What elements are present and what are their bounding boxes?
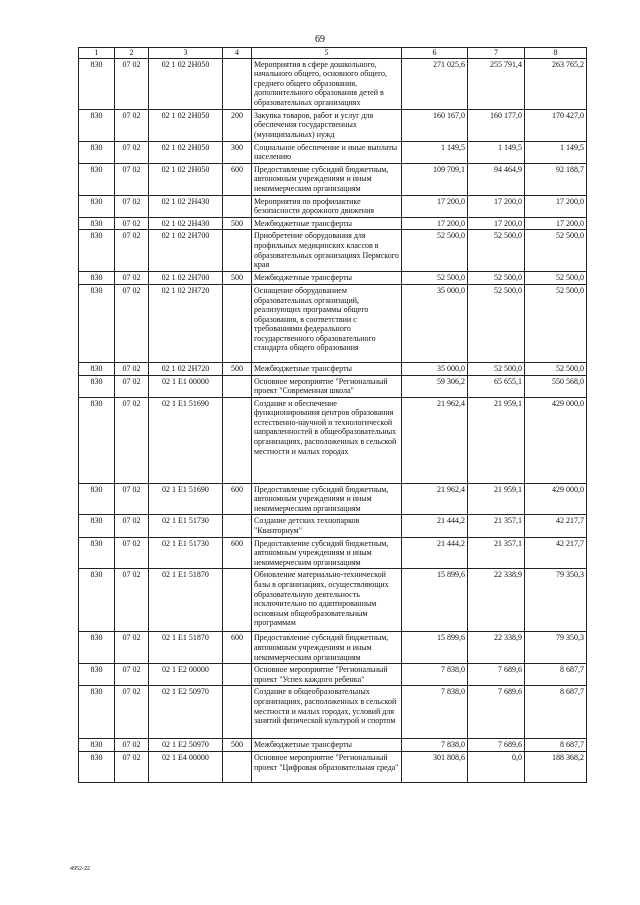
expense-type-cell: 200 bbox=[223, 109, 252, 141]
description-cell: Межбюджетные трансферты bbox=[252, 362, 402, 375]
amount-cell: 7 838,0 bbox=[402, 664, 468, 686]
grbs-cell: 830 bbox=[79, 284, 115, 362]
target-article-cell: 02 1 Е2 50970 bbox=[149, 686, 223, 739]
table-row bbox=[79, 141, 587, 163]
amount-cell: 21 444,2 bbox=[402, 515, 468, 537]
amount-cell: 1 149,5 bbox=[468, 141, 525, 163]
section-cell: 07 02 bbox=[115, 686, 149, 739]
description-cell: Создание детских технопарков "Кванториум" bbox=[252, 515, 402, 537]
target-article-cell: 02 1 Е1 51870 bbox=[149, 569, 223, 632]
amount-cell: 52 500,0 bbox=[402, 230, 468, 272]
amount-cell: 8 687,7 bbox=[525, 664, 587, 686]
table-row bbox=[79, 686, 587, 739]
amount-cell: 7 689,6 bbox=[468, 664, 525, 686]
description-cell: Приобретение оборудования для профильных медицинских классов в образовательных организациях Пермского края bbox=[252, 230, 402, 272]
description-cell: Обновление материально-технической базы в организациях, осуществляющих образовательную деятельность исключительно по адаптированным основным общеобразовательным программам bbox=[252, 569, 402, 632]
amount-cell: 160 167,0 bbox=[402, 109, 468, 141]
target-article-cell: 02 1 Е1 51870 bbox=[149, 632, 223, 664]
description-cell: Предоставление субсидий бюджетным, автономным учреждениям и иным некоммерческим организациям bbox=[252, 163, 402, 195]
grbs-cell: 830 bbox=[79, 537, 115, 569]
grbs-cell: 830 bbox=[79, 163, 115, 195]
amount-cell: 35 000,0 bbox=[402, 284, 468, 362]
expense-type-cell bbox=[223, 195, 252, 217]
section-cell: 07 02 bbox=[115, 272, 149, 285]
target-article-cell: 02 1 Е4 00000 bbox=[149, 752, 223, 783]
grbs-cell: 830 bbox=[79, 109, 115, 141]
amount-cell: 160 177,0 bbox=[468, 109, 525, 141]
expense-type-cell: 500 bbox=[223, 362, 252, 375]
amount-cell: 52 500,0 bbox=[525, 362, 587, 375]
expense-type-cell: 600 bbox=[223, 632, 252, 664]
table-row bbox=[79, 375, 587, 397]
amount-cell: 92 188,7 bbox=[525, 163, 587, 195]
target-article-cell: 02 1 02 2Н720 bbox=[149, 362, 223, 375]
section-cell: 07 02 bbox=[115, 217, 149, 230]
target-article-cell: 02 1 02 2Н720 bbox=[149, 284, 223, 362]
grbs-cell: 830 bbox=[79, 272, 115, 285]
amount-cell: 7 689,6 bbox=[468, 739, 525, 752]
table-row bbox=[79, 752, 587, 783]
table-row bbox=[79, 217, 587, 230]
header-cell: 7 bbox=[468, 48, 525, 59]
target-article-cell: 02 1 02 2Н430 bbox=[149, 195, 223, 217]
header-row bbox=[79, 48, 587, 59]
section-cell: 07 02 bbox=[115, 109, 149, 141]
amount-cell: 52 500,0 bbox=[468, 362, 525, 375]
page-number: 69 bbox=[315, 34, 325, 45]
expense-type-cell bbox=[223, 284, 252, 362]
table-row bbox=[79, 284, 587, 362]
grbs-cell: 830 bbox=[79, 375, 115, 397]
section-cell: 07 02 bbox=[115, 537, 149, 569]
amount-cell: 17 200,0 bbox=[468, 195, 525, 217]
section-cell: 07 02 bbox=[115, 362, 149, 375]
grbs-cell: 830 bbox=[79, 752, 115, 783]
expense-type-cell: 300 bbox=[223, 141, 252, 163]
budget-table bbox=[78, 47, 587, 783]
description-cell: Создание и обеспечение функционирования центров образования естественно-научной и технологической направленностей в общеобразовательных организациях, расположенных в сельской местности и малых городах bbox=[252, 397, 402, 483]
amount-cell: 52 500,0 bbox=[468, 272, 525, 285]
table-row bbox=[79, 272, 587, 285]
amount-cell: 7 689,6 bbox=[468, 686, 525, 739]
expense-type-cell bbox=[223, 569, 252, 632]
amount-cell: 188 368,2 bbox=[525, 752, 587, 783]
amount-cell: 170 427,0 bbox=[525, 109, 587, 141]
target-article-cell: 02 1 02 2Н700 bbox=[149, 230, 223, 272]
amount-cell: 8 687,7 bbox=[525, 739, 587, 752]
table-row bbox=[79, 515, 587, 537]
section-cell: 07 02 bbox=[115, 58, 149, 109]
target-article-cell: 02 1 Е2 00000 bbox=[149, 664, 223, 686]
amount-cell: 17 200,0 bbox=[468, 217, 525, 230]
amount-cell: 429 000,0 bbox=[525, 483, 587, 515]
header-cell: 4 bbox=[223, 48, 252, 59]
section-cell: 07 02 bbox=[115, 230, 149, 272]
amount-cell: 17 200,0 bbox=[525, 217, 587, 230]
amount-cell: 255 791,4 bbox=[468, 58, 525, 109]
header-cell: 2 bbox=[115, 48, 149, 59]
grbs-cell: 830 bbox=[79, 664, 115, 686]
amount-cell: 0,0 bbox=[468, 752, 525, 783]
description-cell: Оснащение оборудованием образовательных организаций, реализующих программы общего образования, в соответствии с требованиями федерального государственного образовательного стандарта общего образования bbox=[252, 284, 402, 362]
description-cell: Закупка товаров, работ и услуг для обеспечения государственных (муниципальных) нужд bbox=[252, 109, 402, 141]
amount-cell: 52 500,0 bbox=[525, 272, 587, 285]
target-article-cell: 02 1 02 2Н050 bbox=[149, 141, 223, 163]
amount-cell: 21 959,1 bbox=[468, 397, 525, 483]
amount-cell: 42 217,7 bbox=[525, 515, 587, 537]
target-article-cell: 02 1 Е1 51690 bbox=[149, 483, 223, 515]
amount-cell: 79 350,3 bbox=[525, 632, 587, 664]
description-cell: Основное мероприятие "Региональный проект "Успех каждого ребенка" bbox=[252, 664, 402, 686]
amount-cell: 1 149,5 bbox=[525, 141, 587, 163]
description-cell: Основное мероприятие "Региональный проект "Цифровая образовательная среда" bbox=[252, 752, 402, 783]
target-article-cell: 02 1 Е1 51690 bbox=[149, 397, 223, 483]
section-cell: 07 02 bbox=[115, 163, 149, 195]
amount-cell: 21 962,4 bbox=[402, 397, 468, 483]
description-cell: Создание в общеобразовательных организациях, расположенных в сельской местности и малых городах, условий для занятий физической культурой и спортом bbox=[252, 686, 402, 739]
table-row bbox=[79, 397, 587, 483]
amount-cell: 65 655,1 bbox=[468, 375, 525, 397]
description-cell: Межбюджетные трансферты bbox=[252, 739, 402, 752]
header-cell: 8 bbox=[525, 48, 587, 59]
table-row bbox=[79, 739, 587, 752]
table-row bbox=[79, 537, 587, 569]
amount-cell: 21 444,2 bbox=[402, 537, 468, 569]
section-cell: 07 02 bbox=[115, 483, 149, 515]
description-cell: Межбюджетные трансферты bbox=[252, 217, 402, 230]
amount-cell: 1 149,5 bbox=[402, 141, 468, 163]
expense-type-cell bbox=[223, 397, 252, 483]
amount-cell: 79 350,3 bbox=[525, 569, 587, 632]
grbs-cell: 830 bbox=[79, 515, 115, 537]
amount-cell: 7 838,0 bbox=[402, 739, 468, 752]
expense-type-cell: 600 bbox=[223, 537, 252, 569]
amount-cell: 17 200,0 bbox=[525, 195, 587, 217]
target-article-cell: 02 1 02 2Н430 bbox=[149, 217, 223, 230]
amount-cell: 21 357,1 bbox=[468, 515, 525, 537]
section-cell: 07 02 bbox=[115, 195, 149, 217]
amount-cell: 52 500,0 bbox=[525, 284, 587, 362]
target-article-cell: 02 1 Е1 51730 bbox=[149, 515, 223, 537]
header-cell: 6 bbox=[402, 48, 468, 59]
amount-cell: 52 500,0 bbox=[468, 284, 525, 362]
amount-cell: 22 338,9 bbox=[468, 569, 525, 632]
description-cell: Мероприятия в сфере дошкольного, начального общего, основного общего, среднего общего образования, дополнительного образования детей в образовательных организациях bbox=[252, 58, 402, 109]
expense-type-cell bbox=[223, 686, 252, 739]
grbs-cell: 830 bbox=[79, 217, 115, 230]
table-row bbox=[79, 163, 587, 195]
expense-type-cell: 600 bbox=[223, 163, 252, 195]
grbs-cell: 830 bbox=[79, 195, 115, 217]
amount-cell: 21 357,1 bbox=[468, 537, 525, 569]
amount-cell: 52 500,0 bbox=[525, 230, 587, 272]
section-cell: 07 02 bbox=[115, 664, 149, 686]
amount-cell: 52 500,0 bbox=[468, 230, 525, 272]
target-article-cell: 02 1 02 2Н050 bbox=[149, 58, 223, 109]
description-cell: Мероприятия по профилактике безопасности дорожного движения bbox=[252, 195, 402, 217]
target-article-cell: 02 1 Е2 50970 bbox=[149, 739, 223, 752]
expense-type-cell: 500 bbox=[223, 739, 252, 752]
expense-type-cell: 500 bbox=[223, 272, 252, 285]
amount-cell: 21 962,4 bbox=[402, 483, 468, 515]
amount-cell: 22 338,9 bbox=[468, 632, 525, 664]
grbs-cell: 830 bbox=[79, 632, 115, 664]
expense-type-cell bbox=[223, 752, 252, 783]
description-cell: Предоставление субсидий бюджетным, автономным учреждениям и иным некоммерческим организациям bbox=[252, 537, 402, 569]
grbs-cell: 830 bbox=[79, 397, 115, 483]
table-row bbox=[79, 109, 587, 141]
section-cell: 07 02 bbox=[115, 141, 149, 163]
grbs-cell: 830 bbox=[79, 739, 115, 752]
section-cell: 07 02 bbox=[115, 397, 149, 483]
expense-type-cell bbox=[223, 664, 252, 686]
amount-cell: 429 000,0 bbox=[525, 397, 587, 483]
amount-cell: 263 765,2 bbox=[525, 58, 587, 109]
table-row bbox=[79, 664, 587, 686]
expense-type-cell bbox=[223, 58, 252, 109]
amount-cell: 94 464,9 bbox=[468, 163, 525, 195]
table-row bbox=[79, 483, 587, 515]
description-cell: Межбюджетные трансферты bbox=[252, 272, 402, 285]
amount-cell: 21 959,1 bbox=[468, 483, 525, 515]
amount-cell: 17 200,0 bbox=[402, 217, 468, 230]
target-article-cell: 02 1 Е1 51730 bbox=[149, 537, 223, 569]
footer-code: 4952-22 bbox=[70, 866, 90, 872]
amount-cell: 8 687,7 bbox=[525, 686, 587, 739]
target-article-cell: 02 1 Е1 00000 bbox=[149, 375, 223, 397]
section-cell: 07 02 bbox=[115, 739, 149, 752]
grbs-cell: 830 bbox=[79, 483, 115, 515]
table-row bbox=[79, 632, 587, 664]
grbs-cell: 830 bbox=[79, 230, 115, 272]
grbs-cell: 830 bbox=[79, 362, 115, 375]
amount-cell: 52 500,0 bbox=[402, 272, 468, 285]
description-cell: Предоставление субсидий бюджетным, автономным учреждениям и иным некоммерческим организациям bbox=[252, 632, 402, 664]
table-row bbox=[79, 569, 587, 632]
amount-cell: 35 000,0 bbox=[402, 362, 468, 375]
section-cell: 07 02 bbox=[115, 569, 149, 632]
amount-cell: 59 306,2 bbox=[402, 375, 468, 397]
section-cell: 07 02 bbox=[115, 284, 149, 362]
header-cell: 1 bbox=[79, 48, 115, 59]
amount-cell: 7 838,0 bbox=[402, 686, 468, 739]
description-cell: Основное мероприятие "Региональный проект "Современная школа" bbox=[252, 375, 402, 397]
table-row bbox=[79, 58, 587, 109]
description-cell: Предоставление субсидий бюджетным, автономным учреждениям и иным некоммерческим организациям bbox=[252, 483, 402, 515]
grbs-cell: 830 bbox=[79, 569, 115, 632]
table-row bbox=[79, 195, 587, 217]
expense-type-cell bbox=[223, 515, 252, 537]
expense-type-cell bbox=[223, 375, 252, 397]
amount-cell: 301 808,6 bbox=[402, 752, 468, 783]
expense-type-cell: 500 bbox=[223, 217, 252, 230]
table-row bbox=[79, 230, 587, 272]
grbs-cell: 830 bbox=[79, 58, 115, 109]
expense-type-cell bbox=[223, 230, 252, 272]
section-cell: 07 02 bbox=[115, 752, 149, 783]
grbs-cell: 830 bbox=[79, 141, 115, 163]
amount-cell: 550 568,0 bbox=[525, 375, 587, 397]
amount-cell: 15 899,6 bbox=[402, 569, 468, 632]
target-article-cell: 02 1 02 2Н050 bbox=[149, 163, 223, 195]
section-cell: 07 02 bbox=[115, 375, 149, 397]
description-cell: Социальное обеспечение и иные выплаты населению bbox=[252, 141, 402, 163]
table-row bbox=[79, 362, 587, 375]
amount-cell: 109 709,1 bbox=[402, 163, 468, 195]
amount-cell: 17 200,0 bbox=[402, 195, 468, 217]
header-cell: 5 bbox=[252, 48, 402, 59]
expense-type-cell: 600 bbox=[223, 483, 252, 515]
target-article-cell: 02 1 02 2Н700 bbox=[149, 272, 223, 285]
amount-cell: 271 025,6 bbox=[402, 58, 468, 109]
section-cell: 07 02 bbox=[115, 632, 149, 664]
grbs-cell: 830 bbox=[79, 686, 115, 739]
target-article-cell: 02 1 02 2Н050 bbox=[149, 109, 223, 141]
section-cell: 07 02 bbox=[115, 515, 149, 537]
amount-cell: 42 217,7 bbox=[525, 537, 587, 569]
amount-cell: 15 899,6 bbox=[402, 632, 468, 664]
header-cell: 3 bbox=[149, 48, 223, 59]
